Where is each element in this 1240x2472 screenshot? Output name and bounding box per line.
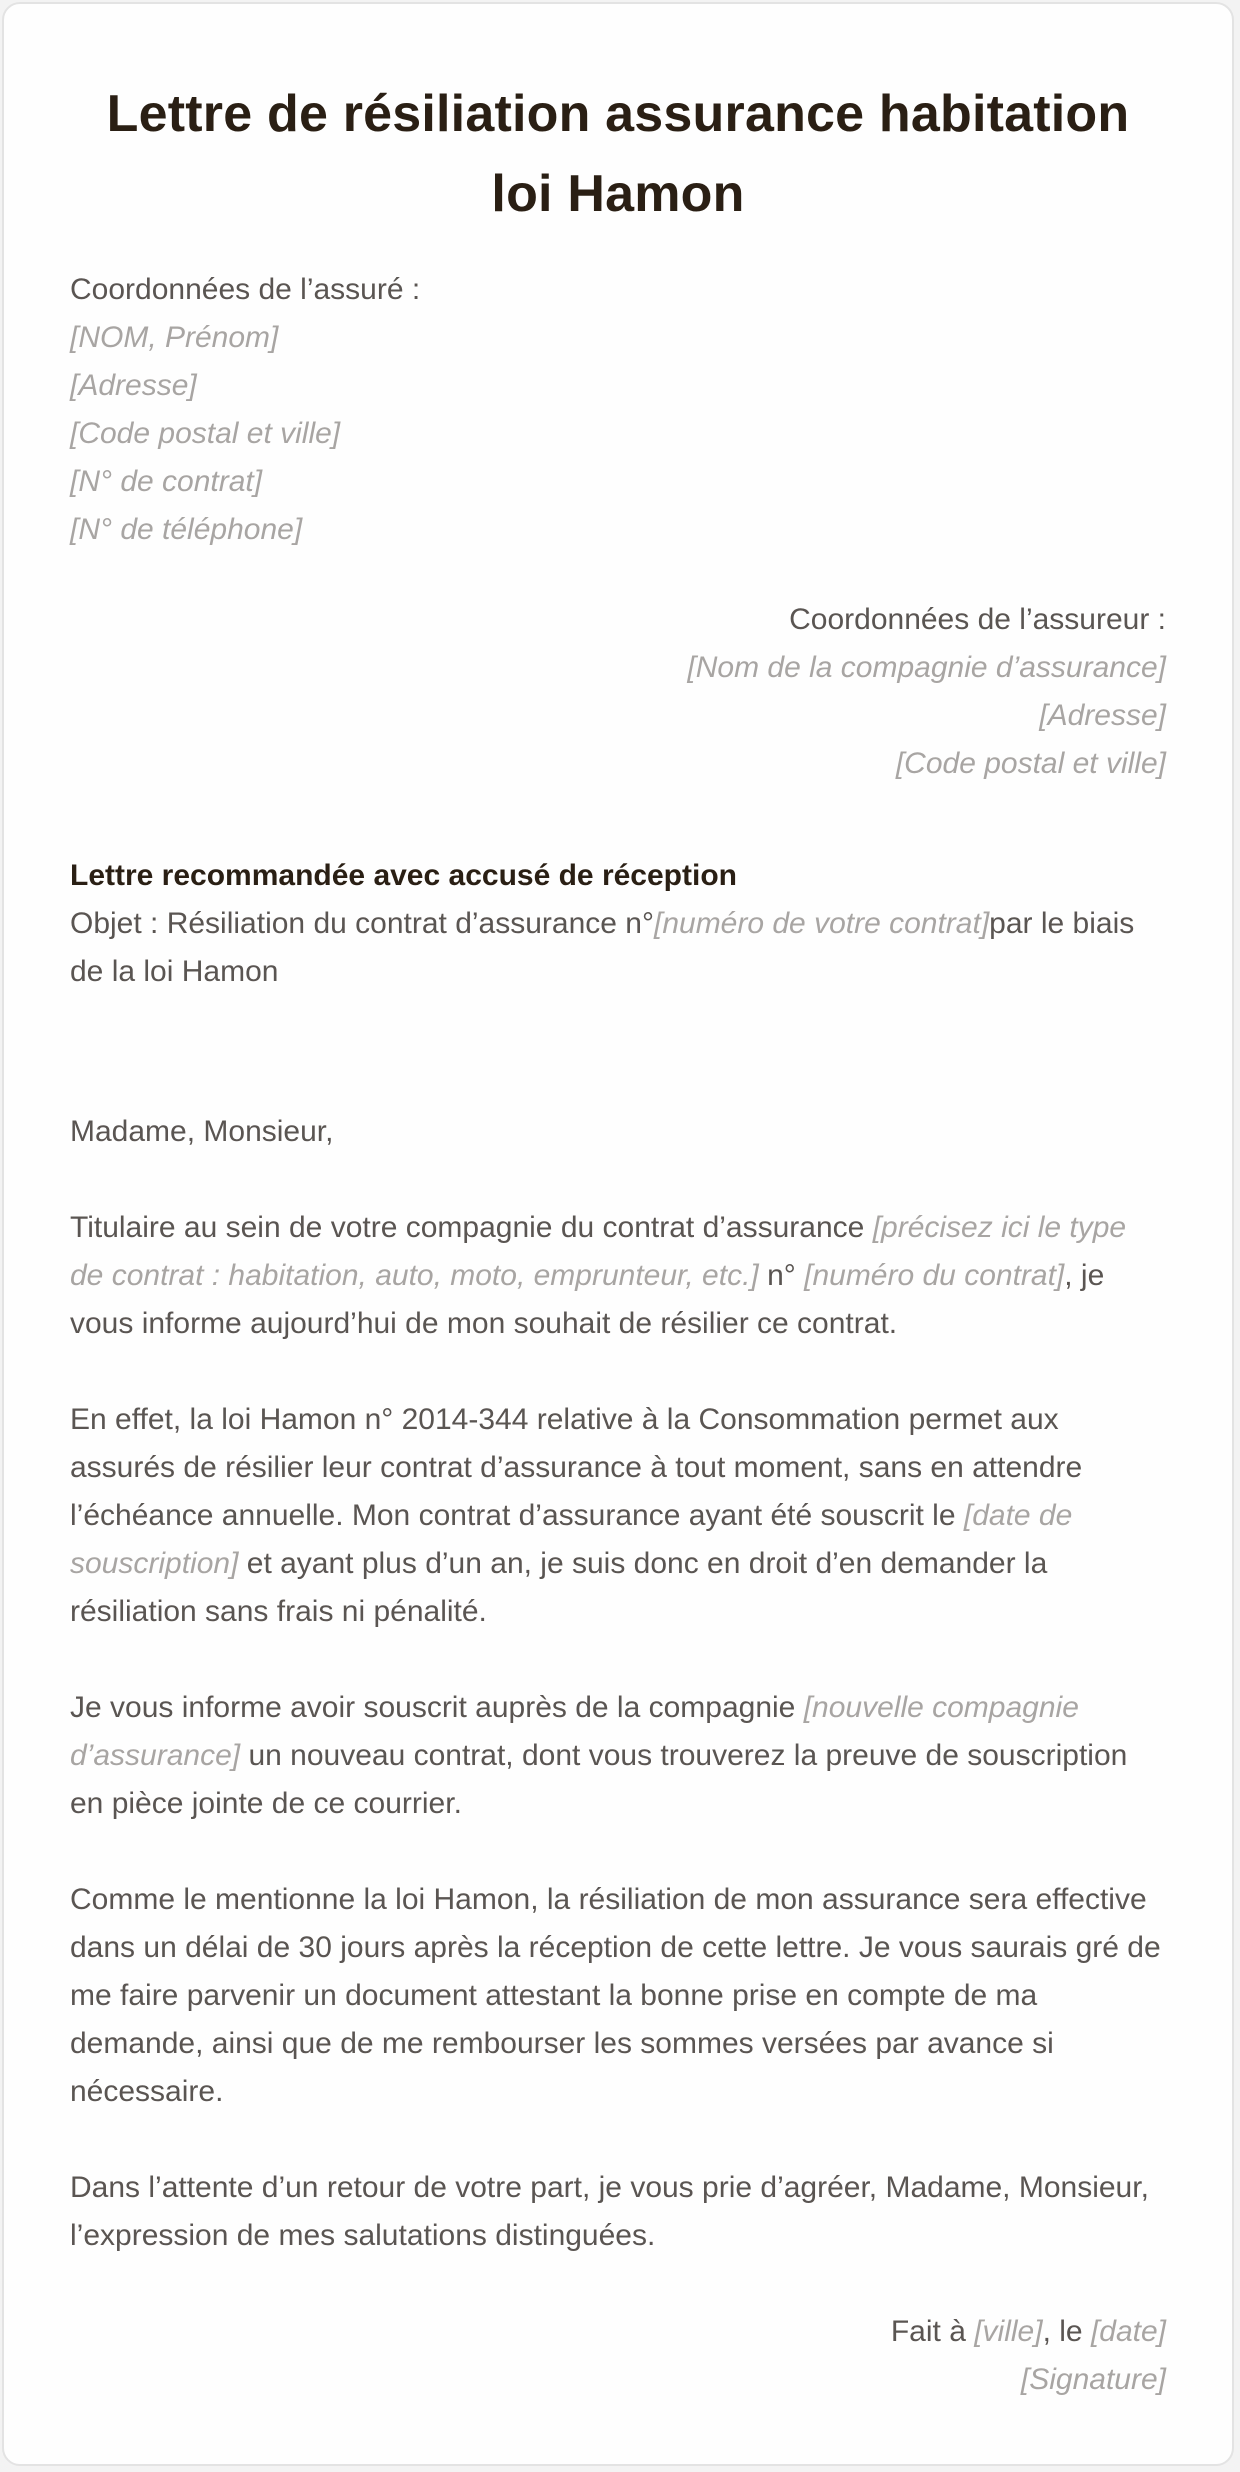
insurer-postal-city: [Code postal et ville] — [895, 747, 1166, 780]
letter-title — [70, 74, 1166, 234]
title-line-2: loi Hamon — [491, 165, 745, 223]
paragraph-contract — [70, 1204, 1166, 1348]
insured-details — [70, 266, 1166, 554]
para1-contract-type-placeholder: [précisez ici le type de contrat : habitation, auto, moto, emprunteur, etc.] — [70, 1211, 1127, 1292]
para1-contract-number-placeholder: [numéro du contrat] — [804, 1259, 1065, 1292]
signoff-date-placeholder: [date] — [1090, 2315, 1166, 2348]
para2-date-placeholder: [date de souscription] — [70, 1499, 1073, 1580]
insured-address: [Adresse] — [70, 369, 197, 402]
subject-prefix: Objet : Résiliation du contrat d’assurance n° — [70, 907, 654, 940]
letter-subject — [70, 900, 1166, 996]
paragraph-law — [70, 1396, 1166, 1636]
para1-text-1: Titulaire au sein de votre compagnie du contrat d’assurance — [70, 1211, 873, 1244]
insured-contract-number: [N° de contrat] — [70, 465, 263, 498]
subject-contract-placeholder: [numéro de votre contrat] — [653, 907, 990, 940]
signoff — [70, 2308, 1166, 2404]
insurer-label: Coordonnées de l’assureur : — [789, 603, 1166, 636]
insurer-details — [70, 596, 1166, 788]
para2-text-1: En effet, la loi Hamon n° 2014-344 relative à la Consommation permet aux assurés de résilier leur contrat d’assurance à tout moment, sans en attendre l’échéance annuelle. Mon contrat d’assurance ayant été souscrit le — [70, 1403, 1083, 1532]
signoff-le: , le — [1042, 2315, 1091, 2348]
signoff-place-date — [70, 2308, 1166, 2356]
letter-card — [2, 2, 1234, 2466]
insured-label: Coordonnées de l’assuré : — [70, 273, 421, 306]
insured-name: [NOM, Prénom] — [70, 321, 279, 354]
insurer-address: [Adresse] — [1039, 699, 1166, 732]
signoff-fait-a: Fait à — [890, 2315, 975, 2348]
signature-placeholder: [Signature] — [1020, 2363, 1166, 2396]
paragraph-new-insurer — [70, 1684, 1166, 1828]
subject-suffix: par le biais de la loi Hamon — [70, 907, 1135, 988]
para2-text-2: et ayant plus d’un an, je suis donc en droit d’en demander la résiliation sans frais ni pénalité. — [70, 1547, 1048, 1628]
para3-text-2: un nouveau contrat, dont vous trouverez la preuve de souscription en pièce jointe de ce courrier. — [70, 1739, 1128, 1820]
insured-postal-city: [Code postal et ville] — [70, 417, 341, 450]
paragraph-closing: Dans l’attente d’un retour de votre part, je vous prie d’agréer, Madame, Monsieur, l’expression de mes salutations distinguées. — [70, 2171, 1149, 2252]
salutation: Madame, Monsieur, — [70, 1115, 334, 1148]
para3-text-1: Je vous informe avoir souscrit auprès de la compagnie — [70, 1691, 804, 1724]
letter-content — [70, 4, 1166, 2404]
para3-company-placeholder: [nouvelle compagnie d’assurance] — [70, 1691, 1079, 1772]
registered-letter-notice: Lettre recommandée avec accusé de réception — [70, 859, 737, 892]
paragraph-effective: Comme le mentionne la loi Hamon, la résiliation de mon assurance sera effective dans un délai de 30 jours après la réception de cette lettre. Je vous saurais gré de me faire parvenir un document attestant la bonne prise en compte de ma demande, ainsi que de me rembourser les sommes versées par avance si nécessaire. — [70, 1883, 1161, 2108]
insurer-company: [Nom de la compagnie d’assurance] — [687, 651, 1166, 684]
para1-text-2: n° — [758, 1259, 805, 1292]
para1-text-3: , je vous informe aujourd’hui de mon souhait de résilier ce contrat. — [70, 1259, 1105, 1340]
signoff-city-placeholder: [ville] — [974, 2315, 1043, 2348]
title-line-1: Lettre de résiliation assurance habitation — [106, 85, 1130, 143]
insured-phone: [N° de téléphone] — [70, 513, 303, 546]
